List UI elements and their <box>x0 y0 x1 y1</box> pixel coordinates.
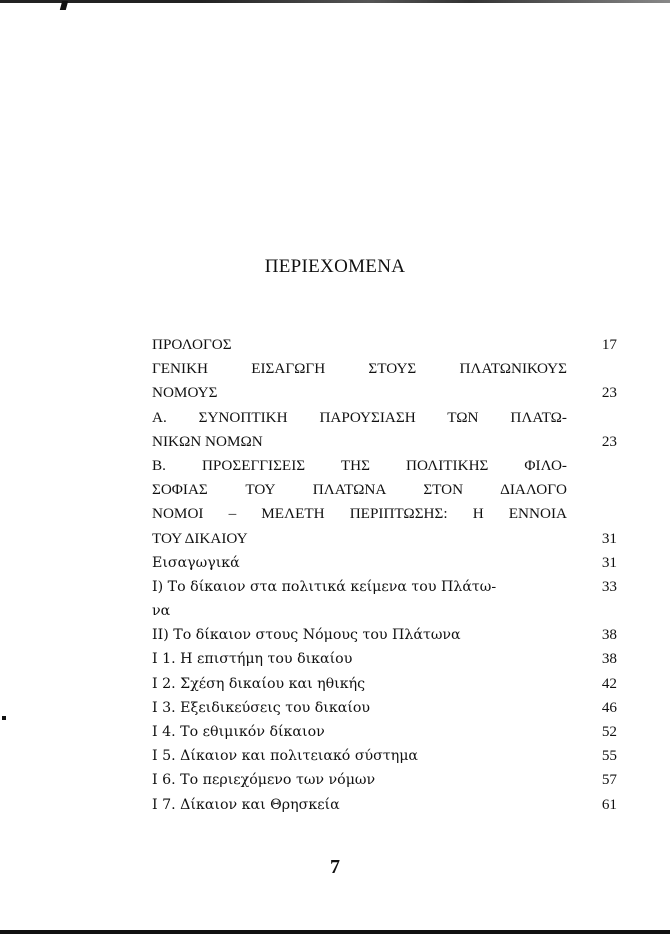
toc-entry-title <box>152 720 567 744</box>
toc-entry-line: I) Το δίκαιον στα πολιτικά κείμενα του Πλάτω- <box>152 578 497 595</box>
page-title: ΠΕΡΙΕΧΟΜΕΝΑ <box>264 256 406 277</box>
toc-entry-page: 55 <box>601 747 617 765</box>
toc-entry <box>152 696 617 720</box>
bottom-border-rule <box>0 930 670 934</box>
toc-entry-line: ΓΕΝΙΚΗ ΕΙΣΑΓΩΓΗ ΣΤΟΥΣ ΠΛΑΤΩΝΙΚΟΥΣ <box>152 360 567 378</box>
toc-entry-title <box>152 357 567 405</box>
toc-entry-line: ΤΟΥ ΔΙΚΑΙΟΥ <box>152 529 248 547</box>
toc-entry-line: Ι 2. Σχέση δικαίου και ηθικής <box>152 675 366 692</box>
toc-entry-line: Β. ΠΡΟΣΕΓΓΙΣΕΙΣ ΤΗΣ ΠΟΛΙΤΙΚΗΣ ΦΙΛΟ- <box>152 456 567 474</box>
toc-entry-page: 52 <box>601 723 617 740</box>
toc-entry-line: Εισαγωγικά <box>152 554 240 571</box>
toc-entry-page: 57 <box>601 771 617 789</box>
toc-entry <box>152 793 617 817</box>
top-border-rule <box>0 0 670 3</box>
toc-entry-line: Ι 7. Δίκαιον και Θρησκεία <box>152 796 340 813</box>
toc-entry <box>152 647 617 671</box>
toc-entry-page: 31 <box>601 553 617 571</box>
toc-entry <box>152 672 617 696</box>
toc-entry <box>152 623 617 647</box>
toc-entry-line: ΣΟΦΙΑΣ ΤΟΥ ΠΛΑΤΩΝΑ ΣΤΟΝ ΔΙΑΛΟΓΟ <box>152 481 567 499</box>
toc-entry-title <box>152 793 567 817</box>
toc-entry-title <box>152 768 567 792</box>
toc-entry-line: ΝΟΜΟΥΣ <box>152 384 218 402</box>
toc-entry-page: 23 <box>601 384 617 402</box>
toc-entry <box>152 575 617 623</box>
toc-entry-line: Ι 4. Το εθιμικόν δίκαιον <box>152 724 325 740</box>
toc-entry <box>152 720 617 744</box>
toc-entry <box>152 744 617 768</box>
toc-entry <box>152 551 617 575</box>
toc-entry-line: Ι 5. Δίκαιον και πολιτειακό σύστημα <box>152 748 419 765</box>
toc-entry-title <box>152 672 567 696</box>
toc-entry-line: Ι 6. Το περιεχόμενο των νόμων <box>152 772 376 789</box>
toc-entry-page: 38 <box>601 650 617 668</box>
toc-entry-title <box>152 623 567 647</box>
toc-entry-title <box>152 647 567 671</box>
toc-entry-line: Ι 3. Εξειδικεύσεις του δικαίου <box>152 699 371 716</box>
page-number: 7 <box>330 856 340 878</box>
toc-entry <box>152 333 617 357</box>
toc-entry-page: 17 <box>601 336 617 353</box>
toc-entry-page: 46 <box>601 698 617 716</box>
toc-entry <box>152 406 617 454</box>
toc-entry <box>152 768 617 792</box>
toc-entry-title <box>152 406 567 454</box>
toc-entry-line: II) Το δίκαιον στους Νόμους του Πλάτωνα <box>152 627 461 644</box>
toc-entry <box>152 454 617 551</box>
toc-entry-line: Ι 1. Η επιστήμη του δικαίου <box>152 651 353 668</box>
toc-entry-line: Α. ΣΥΝΟΠΤΙΚΗ ΠΑΡΟΥΣΙΑΣΗ ΤΩΝ ΠΛΑΤΩ- <box>152 408 567 426</box>
toc-entry-line: να <box>152 603 171 620</box>
toc-entry-line: ΠΡΟΛΟΓΟΣ <box>152 336 232 353</box>
toc-entry-page: 42 <box>601 674 617 692</box>
toc-entry-line: ΝΟΜΟΙ – ΜΕΛΕΤΗ ΠΕΡΙΠΤΩΣΗΣ: Η ΕΝΝΟΙΑ <box>152 505 567 523</box>
toc-entry-title <box>152 551 567 575</box>
toc-entry-title <box>152 575 567 623</box>
toc-entry <box>152 357 617 405</box>
scan-artifact <box>2 716 6 720</box>
table-of-contents <box>152 333 617 817</box>
toc-entry-page: 38 <box>601 626 617 644</box>
toc-entry-title <box>152 744 567 768</box>
toc-entry-title <box>152 454 567 551</box>
toc-entry-page: 33 <box>601 577 617 595</box>
toc-entry-page: 31 <box>601 529 617 547</box>
toc-entry-page: 23 <box>601 432 617 450</box>
toc-entry-page: 61 <box>601 795 617 813</box>
scan-artifact <box>60 1 68 10</box>
toc-entry-title <box>152 333 567 357</box>
toc-entry-line: ΝΙΚΩΝ ΝΟΜΩΝ <box>152 432 263 450</box>
toc-entry-title <box>152 696 567 720</box>
